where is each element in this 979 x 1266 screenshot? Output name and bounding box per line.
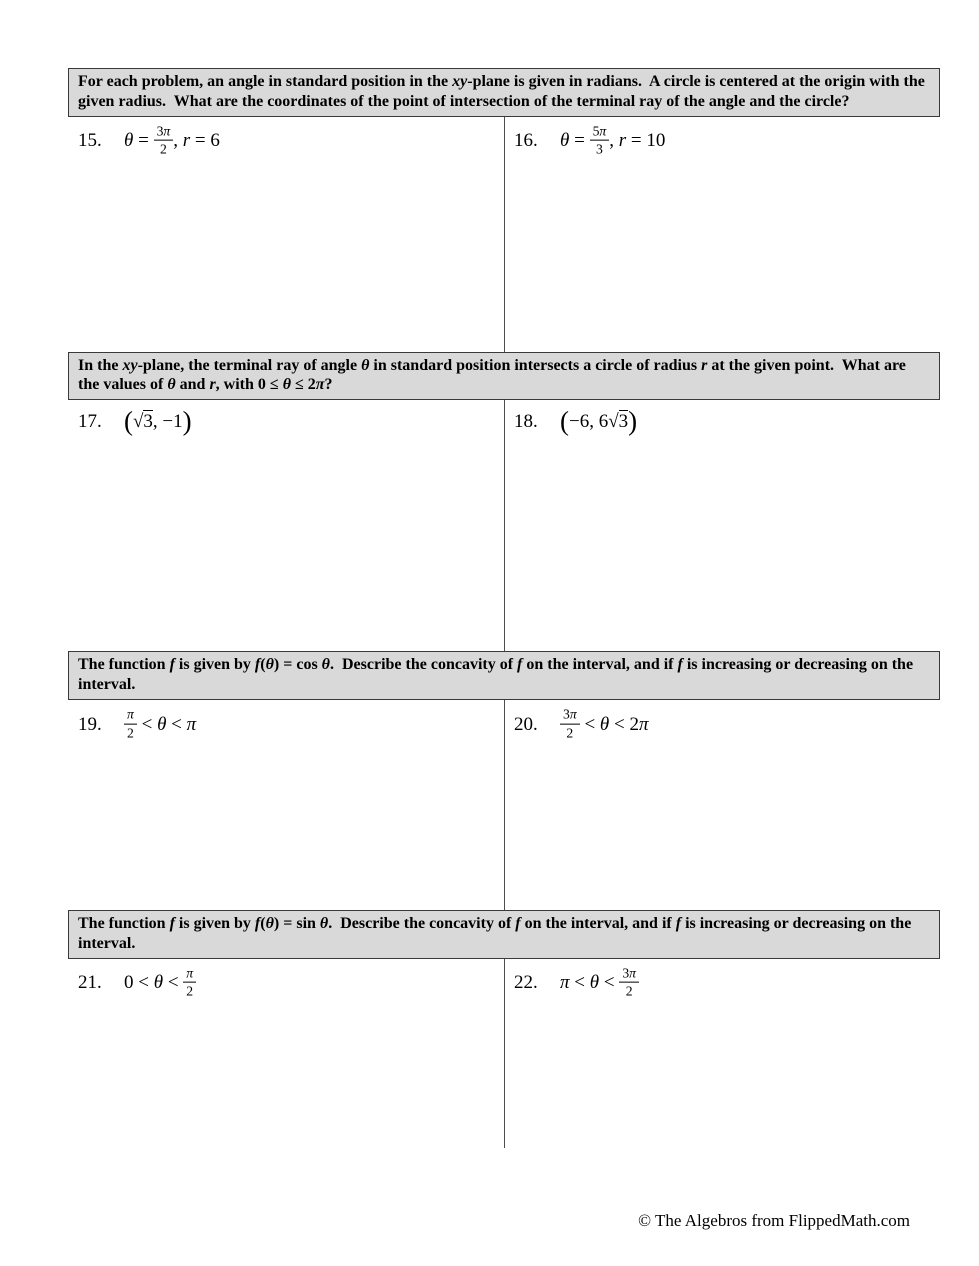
problem-18-expression: [560, 406, 638, 437]
text-token: r: [618, 130, 627, 152]
fraction-denominator: [560, 724, 580, 741]
worksheet-content: [68, 68, 940, 1148]
problem-15-number: 15.: [78, 130, 102, 152]
text-token: π: [560, 972, 570, 994]
text-token: is given by: [174, 656, 255, 674]
fraction-numerator: [124, 707, 137, 725]
problem-21-number: 21.: [78, 972, 102, 994]
radical-sign: √: [132, 411, 144, 433]
text-token: θ: [124, 130, 134, 152]
fraction-denominator: [124, 724, 137, 741]
text-token: is increasing or decreasing on the interval.: [78, 656, 914, 694]
instruction-box-3: [68, 651, 940, 700]
fraction: [154, 123, 174, 157]
fraction: [619, 965, 639, 999]
text-token: 5: [592, 123, 600, 139]
text-token: ,: [609, 130, 619, 152]
fraction-numerator: [590, 123, 610, 141]
problem-16-expression: [560, 123, 666, 158]
text-token: -plane, the terminal ray of angle: [137, 356, 362, 374]
text-token: π: [186, 965, 194, 981]
text-token: θ: [265, 656, 274, 674]
text-token: 2: [127, 725, 134, 741]
section-find-theta-r: [68, 352, 940, 652]
text-token: r: [701, 356, 708, 374]
fraction-denominator: [183, 983, 196, 1000]
text-token: (: [124, 406, 133, 437]
text-token: < 2: [609, 713, 639, 735]
fraction: [560, 707, 580, 741]
radical-sign: √: [608, 411, 619, 433]
fraction-numerator: [619, 965, 639, 983]
text-token: θ: [167, 376, 176, 394]
text-token: . Describe the concavity of: [329, 656, 518, 674]
text-token: ≤ 2: [291, 376, 316, 394]
text-token: <: [569, 972, 590, 994]
text-token: −6, 6: [568, 411, 609, 433]
text-token: = 6: [190, 130, 220, 152]
square-root: [608, 410, 628, 432]
text-token: π: [315, 376, 325, 394]
text-token: π: [638, 713, 649, 735]
problem-row-1: [68, 117, 940, 352]
text-token: ) = cos: [273, 656, 322, 674]
text-token: θ: [282, 376, 291, 394]
text-token: f: [254, 656, 261, 674]
text-token: is given by: [174, 914, 255, 932]
text-token: <: [579, 713, 600, 735]
text-token: f: [677, 656, 683, 674]
text-token: . Describe the concavity of: [328, 914, 516, 932]
text-token: is increasing or decreasing on the interval.: [78, 914, 912, 952]
text-token: f: [515, 914, 521, 932]
text-token: f: [169, 656, 175, 674]
text-token: <: [163, 972, 184, 994]
text-token: in standard position intersects a circle of radius: [369, 356, 702, 374]
text-token: ): [628, 406, 638, 437]
text-token: The function: [78, 656, 170, 674]
text-token: f: [675, 914, 682, 932]
text-token: = 10: [626, 130, 666, 152]
text-token: r: [182, 130, 191, 152]
text-token: 2: [566, 725, 574, 741]
problem-15: [68, 117, 504, 352]
text-token: π: [127, 706, 134, 722]
text-token: xy: [122, 356, 138, 374]
radicand: 3: [143, 411, 153, 433]
problem-18-number: 18.: [514, 411, 538, 433]
radicand: 3: [618, 411, 629, 433]
problem-19-expression: [124, 706, 197, 741]
fraction-denominator: [619, 983, 639, 1000]
text-token: In the: [78, 356, 123, 374]
problem-22-expression: [560, 965, 639, 999]
fraction-numerator: [154, 123, 174, 141]
text-token: θ: [321, 656, 330, 674]
text-token: 2: [186, 983, 194, 999]
text-token: xy: [452, 73, 468, 90]
text-token: ): [182, 406, 192, 437]
problem-15-expression: [124, 123, 220, 158]
text-token: <: [166, 713, 187, 735]
problem-20-expression: [560, 706, 649, 741]
text-token: <: [599, 972, 620, 994]
instruction-box-2: [68, 352, 940, 401]
fraction-numerator: [183, 965, 196, 983]
fraction-denominator: [590, 141, 610, 158]
text-token: θ: [560, 130, 570, 152]
problem-17-number: 17.: [78, 411, 102, 433]
text-token: π: [163, 123, 171, 139]
copyright-footer: © The Algebros from FlippedMath.com: [638, 1211, 910, 1230]
text-token: For each problem, an angle in standard position in the: [78, 73, 453, 90]
text-token: 3: [563, 706, 570, 722]
text-token: (: [260, 656, 266, 674]
section-concavity-sin: [68, 910, 940, 1148]
text-token: 2: [159, 142, 167, 158]
problem-22: [504, 959, 940, 1148]
text-token: f: [517, 656, 523, 674]
problem-16: [504, 117, 940, 352]
square-root: [133, 410, 153, 432]
text-token: θ: [599, 713, 610, 735]
text-token: 3: [595, 142, 603, 158]
problem-19: [68, 700, 504, 910]
fraction: [124, 707, 137, 741]
text-token: =: [133, 130, 154, 152]
text-token: (: [560, 406, 569, 437]
text-token: r: [209, 376, 216, 394]
text-token: , with 0 ≤: [215, 376, 283, 394]
text-token: θ: [265, 914, 274, 932]
text-token: on the interval, and if: [520, 914, 676, 932]
problem-21-expression: [124, 965, 196, 999]
problem-19-number: 19.: [78, 713, 102, 735]
fraction: [590, 123, 610, 157]
text-token: 0 <: [124, 972, 154, 994]
section-intersection-coordinates: [68, 68, 940, 352]
problem-22-number: 22.: [514, 972, 538, 994]
text-token: π: [629, 965, 637, 981]
text-token: π: [599, 123, 607, 139]
text-token: f: [254, 914, 261, 932]
text-token: 3: [156, 123, 164, 139]
fraction-denominator: [154, 141, 174, 158]
problem-16-number: 16.: [514, 130, 538, 152]
problem-21: [68, 959, 504, 1148]
text-token: π: [569, 706, 577, 722]
text-token: ?: [324, 376, 333, 394]
text-token: -plane is given in radians. A circle is centered at the origin with the given radius. What are the coordinates of the point of intersection of the terminal ray of the angle and the circle?: [78, 73, 925, 110]
section-concavity-cos: [68, 651, 940, 910]
text-token: =: [569, 130, 590, 152]
text-token: θ: [589, 972, 600, 994]
text-token: , −1: [152, 411, 183, 433]
text-token: ,: [173, 130, 183, 152]
problem-row-4: [68, 959, 940, 1148]
text-token: f: [169, 914, 175, 932]
text-token: The function: [78, 914, 170, 932]
text-token: 2: [625, 983, 633, 999]
text-token: <: [136, 713, 158, 735]
text-token: at the given point. What are the values of: [78, 356, 906, 394]
text-token: θ: [361, 356, 370, 374]
text-token: and: [175, 376, 210, 394]
instruction-box-4: [68, 910, 940, 959]
text-token: θ: [319, 914, 329, 932]
instruction-box-1: [68, 68, 940, 117]
problem-17: [68, 400, 504, 651]
fraction-numerator: [560, 707, 580, 725]
problem-18: [504, 400, 940, 651]
text-token: θ: [153, 972, 164, 994]
problem-row-2: [68, 400, 940, 651]
text-token: on the interval, and if: [522, 656, 678, 674]
problem-17-expression: [124, 406, 192, 437]
problem-20-number: 20.: [514, 713, 538, 735]
fraction: [183, 965, 196, 999]
text-token: 3: [622, 965, 630, 981]
text-token: π: [186, 713, 197, 735]
text-token: θ: [157, 713, 167, 735]
problem-20: [504, 700, 940, 910]
text-token: ) = sin: [273, 914, 320, 932]
problem-row-3: [68, 700, 940, 910]
text-token: (: [260, 914, 266, 932]
